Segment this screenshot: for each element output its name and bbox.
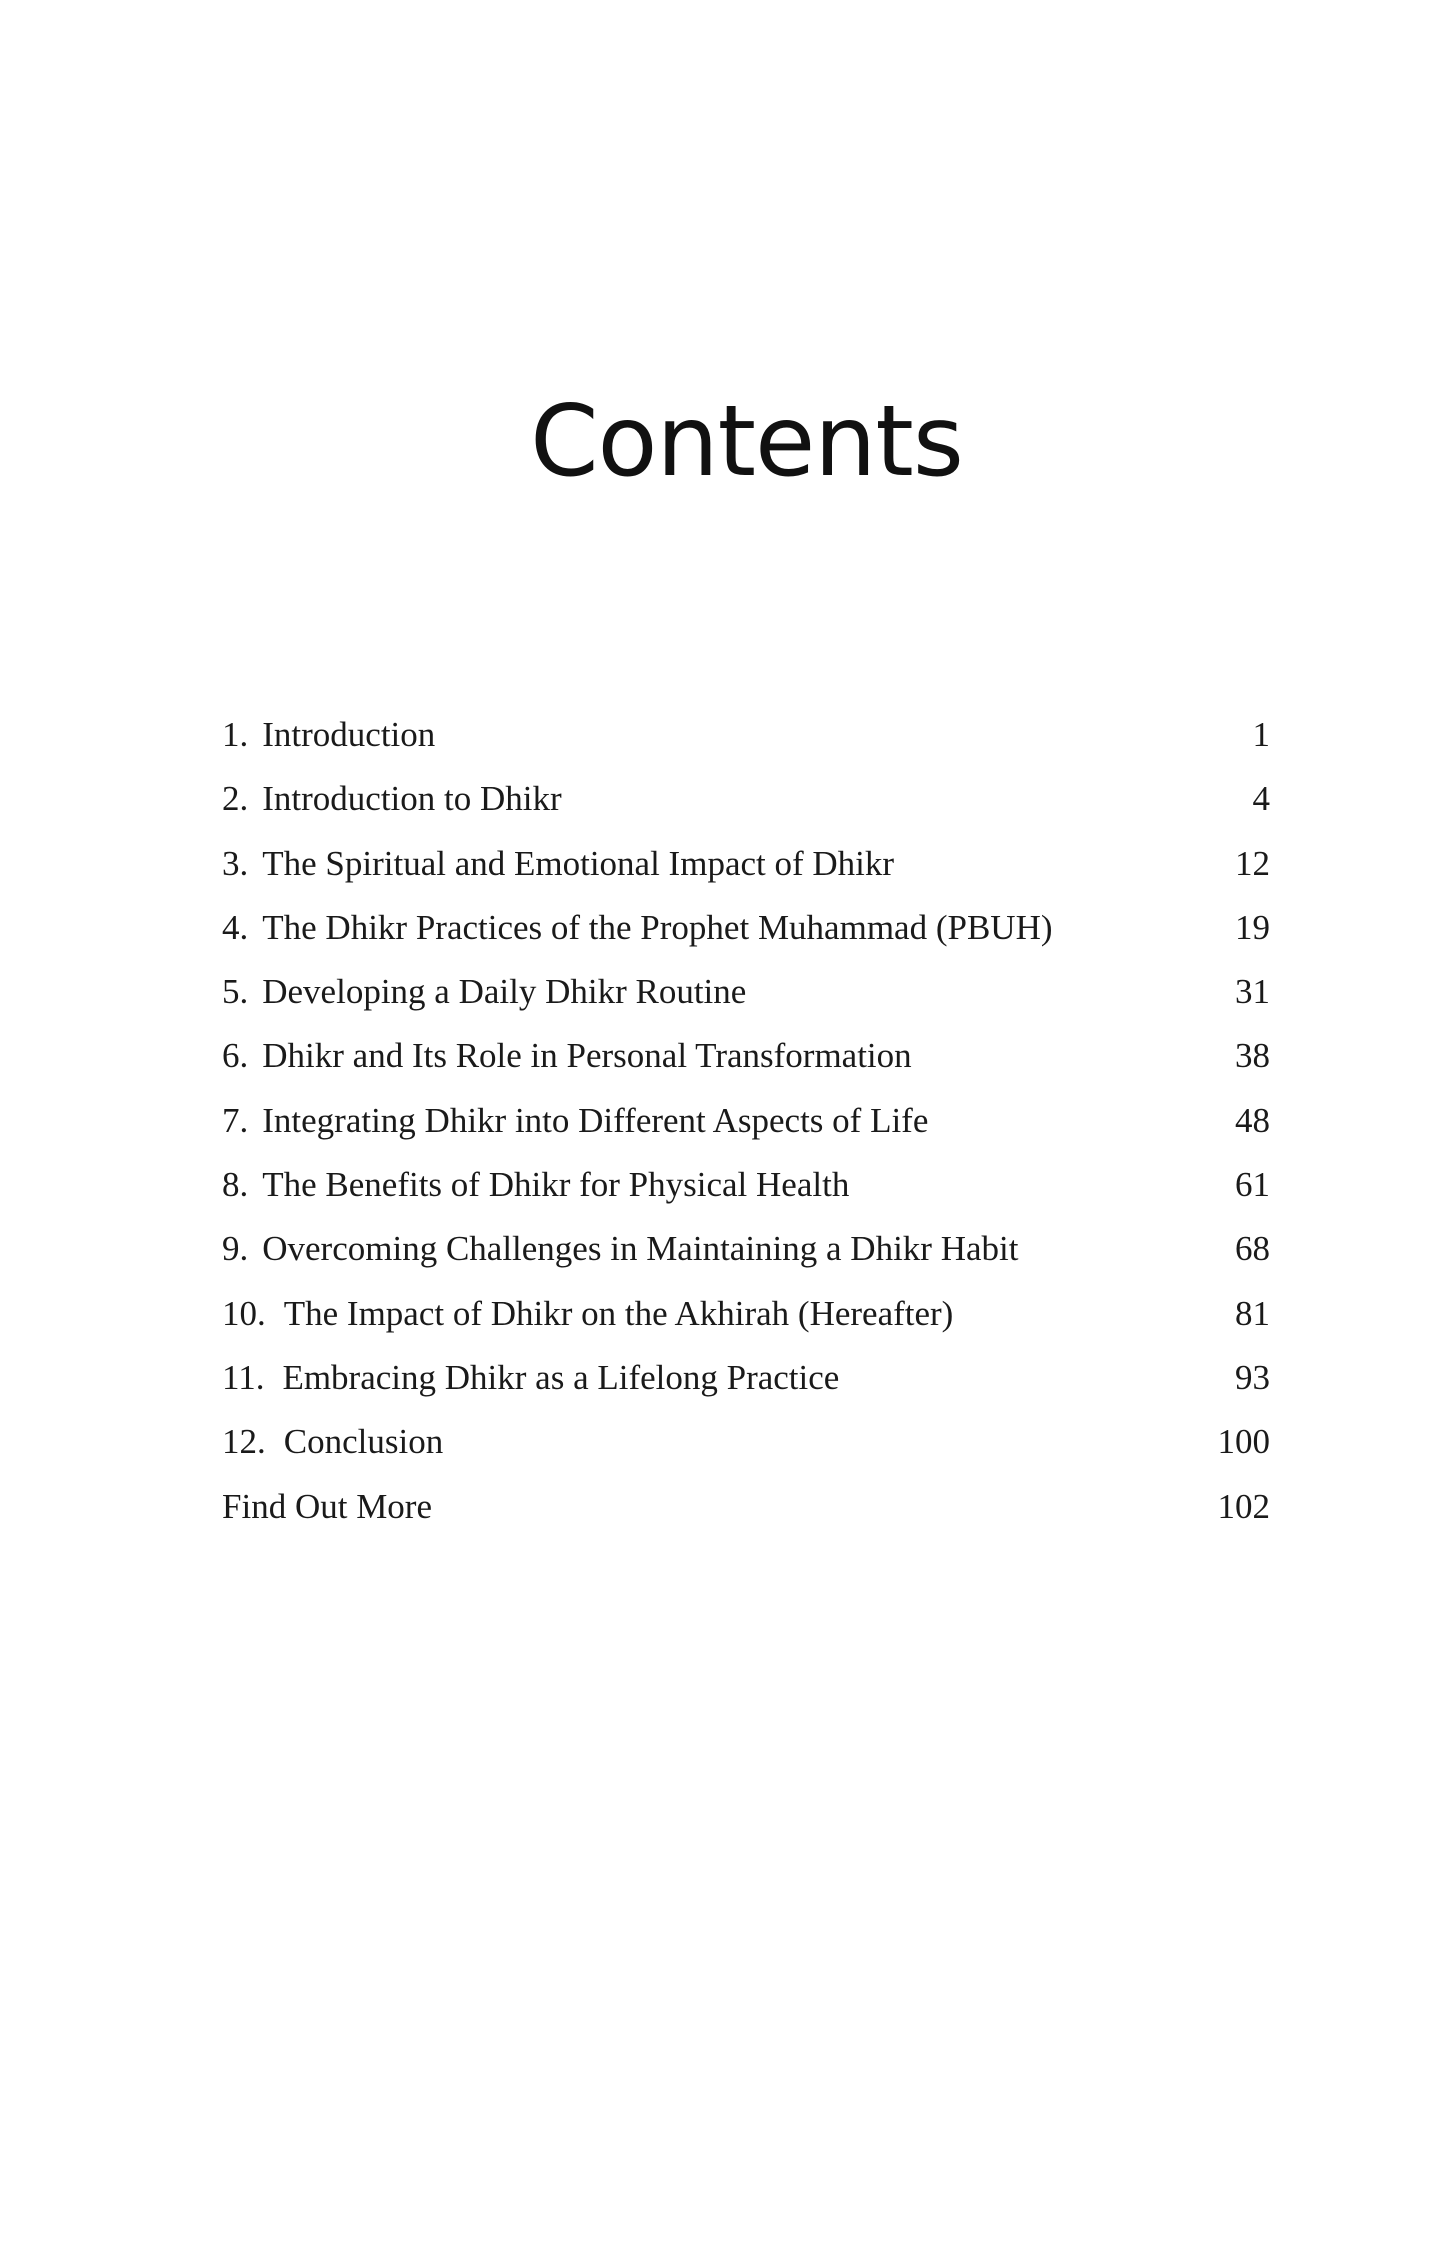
toc-entry[interactable] (222, 839, 1270, 903)
entry-title: Overcoming Challenges in Maintaining a Dhikr Habit (262, 1229, 1019, 1269)
entry-number: 6. (222, 1036, 249, 1076)
entry-page-number: 102 (1217, 1486, 1270, 1526)
entry-page-number: 31 (1235, 972, 1270, 1012)
entry-number: 11. (222, 1357, 265, 1397)
toc-entry[interactable] (222, 1353, 1270, 1417)
entry-number: 5. (222, 972, 249, 1012)
entry-page-number: 4 (1252, 779, 1270, 819)
toc-entry[interactable] (222, 967, 1270, 1031)
entry-page-number: 100 (1217, 1422, 1270, 1462)
entry-page-number: 93 (1235, 1357, 1270, 1397)
entry-title: Developing a Daily Dhikr Routine (262, 972, 747, 1012)
entry-number: 2. (222, 779, 249, 819)
entry-page-number: 19 (1235, 907, 1270, 947)
entry-title: Introduction (262, 715, 436, 754)
toc-entry[interactable] (222, 1096, 1270, 1160)
entry-number: 8. (222, 1165, 249, 1205)
entry-page-number: 12 (1235, 843, 1270, 883)
entry-title: The Impact of Dhikr on the Akhirah (Hereafter) (283, 1293, 954, 1333)
entry-number: 9. (222, 1229, 249, 1269)
entry-page-number: 38 (1235, 1036, 1270, 1076)
entry-number: 4. (222, 907, 249, 947)
entry-number: 10. (222, 1293, 266, 1333)
entry-title: The Dhikr Practices of the Prophet Muhammad (PBUH) (262, 907, 1053, 947)
toc-entry[interactable] (222, 1224, 1270, 1288)
entry-number: 12. (222, 1422, 266, 1462)
entry-title: Introduction to Dhikr (262, 779, 562, 819)
entry-number: 3. (222, 843, 249, 883)
toc-entry[interactable] (222, 1031, 1270, 1095)
toc-entry-find-out-more[interactable] (222, 1482, 1270, 1546)
entry-title: Embracing Dhikr as a Lifelong Practice (282, 1357, 840, 1397)
toc-entry[interactable] (222, 1289, 1270, 1353)
toc-entry[interactable] (222, 903, 1270, 967)
toc-entry[interactable] (222, 710, 1270, 774)
entry-page-number: 68 (1235, 1229, 1270, 1269)
toc-entry[interactable] (222, 774, 1270, 838)
entry-title: Integrating Dhikr into Different Aspects of Life (262, 1100, 929, 1140)
entry-page-number: 81 (1235, 1293, 1270, 1333)
table-of-contents (222, 710, 1270, 1546)
entry-title: The Spiritual and Emotional Impact of Dhikr (262, 843, 895, 883)
page-title: Contents (530, 385, 963, 499)
entry-page-number: 48 (1235, 1100, 1270, 1140)
toc-entry[interactable] (222, 1160, 1270, 1224)
entry-page-number: 61 (1235, 1165, 1270, 1205)
entry-title: The Benefits of Dhikr for Physical Health (262, 1165, 850, 1205)
entry-page-number: 1 (1252, 715, 1270, 754)
entry-title: Dhikr and Its Role in Personal Transformation (262, 1036, 912, 1076)
entry-number: 7. (222, 1100, 249, 1140)
toc-entry[interactable] (222, 1417, 1270, 1481)
entry-title: Conclusion (283, 1422, 444, 1462)
entry-title: Find Out More (222, 1486, 432, 1526)
entry-number: 1. (222, 715, 249, 754)
